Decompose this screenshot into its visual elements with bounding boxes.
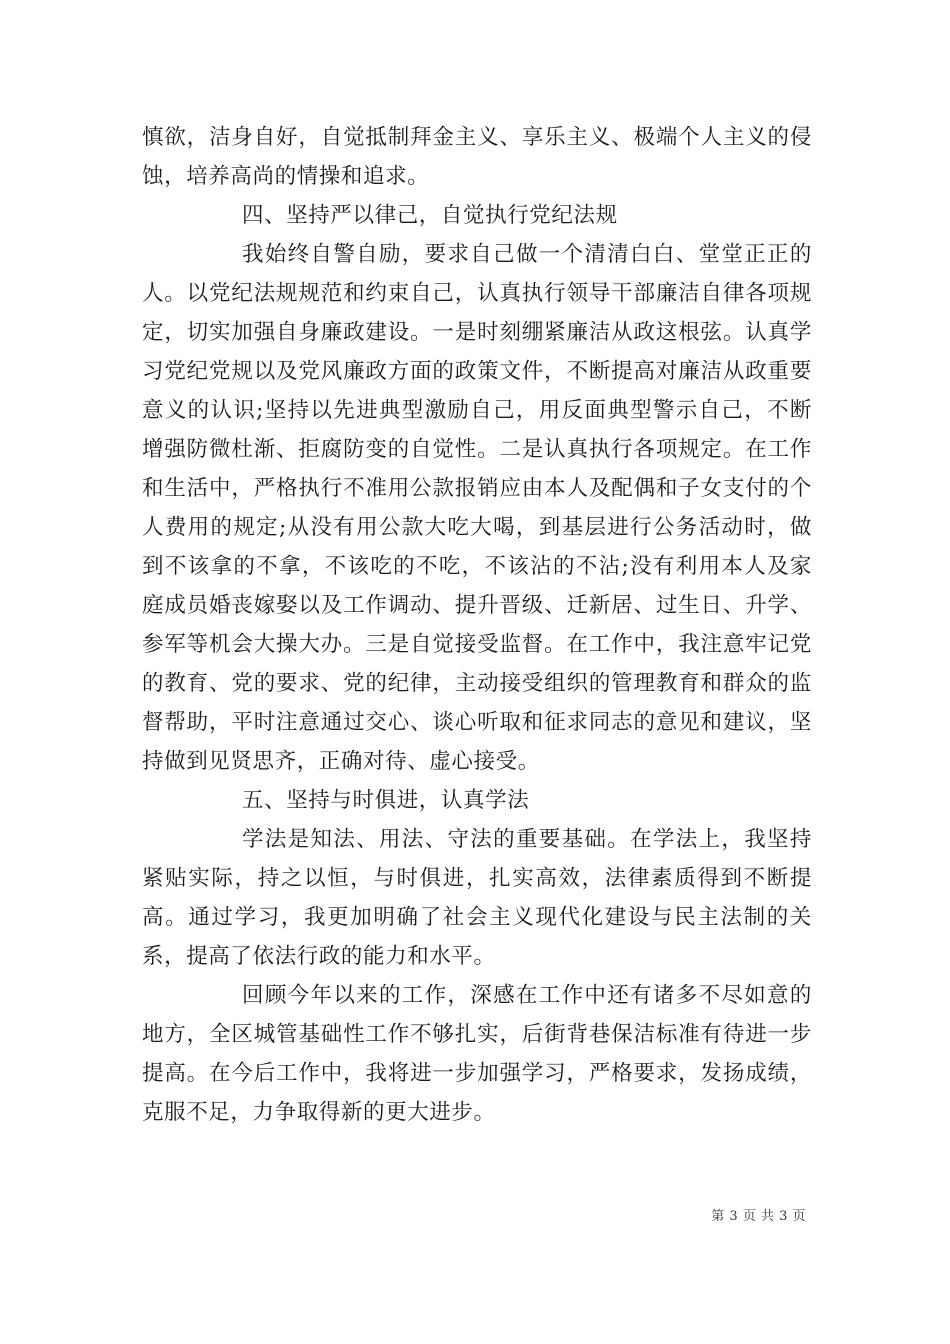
paragraph-self-discipline: 我始终自警自励，要求自己做一个清清白白、堂堂正正的人。以党纪法规规范和约束自己，认真执行领导干部廉洁自律各项规定，切实加强自身廉政建设。一是时刻绷紧廉洁从政这根弦。认真学习党纪党规以及党风廉政方面的政策文件，不断提高对廉洁从政重要意义的认识;坚持以先进典型激励自己，用反面典型警示自己，不断增强防微杜渐、拒腐防变的自觉性。二是认真执行各项规定。在工作和生活中，严格执行不准用公款报销应由本人及配偶和子女支付的个人费用的规定;从没有用公款大吃大喝，到基层进行公务活动时，做到不该拿的不拿，不该吃的不吃，不该沾的不沾;没有利用本人及家庭成员婚丧嫁娶以及工作调动、提升晋级、迁新居、过生日、升学、参军等机会大操大办。三是自觉接受监督。在工作中，我注意牢记党的教育、党的要求、党的纪律，主动接受组织的管理教育和群众的监督帮助，平时注意通过交心、谈心听取和征求同志的意见和建议，坚持做到见贤思齐，正确对待、虚心接受。 <box>142 242 812 774</box>
section-heading-4: 四、坚持严以律己，自觉执行党纪法规 <box>242 203 618 228</box>
document-body <box>142 118 812 1132</box>
paragraph-review: 回顾今年以来的工作，深感在工作中还有诸多不尽如意的地方，全区城管基础性工作不够扎实，后街背巷保洁标准有待进一步提高。在今后工作中，我将进一步加强学习，严格要求，发扬成绩，克服不足，力争取得新的更大进步。 <box>142 983 812 1125</box>
paragraph-study-law: 学法是知法、用法、守法的重要基础。在学法上，我坚持紧贴实际，持之以恒，与时俱进，扎实高效，法律素质得到不断提高。通过学习，我更加明确了社会主义现代化建设与民主法制的关系，提高了依法行政的能力和水平。 <box>142 827 812 969</box>
paragraph-continuation: 慎欲，洁身自好，自觉抵制拜金主义、享乐主义、极端个人主义的侵蚀，培养高尚的情操和追求。 <box>142 125 812 189</box>
section-heading-5: 五、坚持与时俱进，认真学法 <box>242 788 530 813</box>
page-number: 第 3 页 共 3 页 <box>711 1209 806 1224</box>
